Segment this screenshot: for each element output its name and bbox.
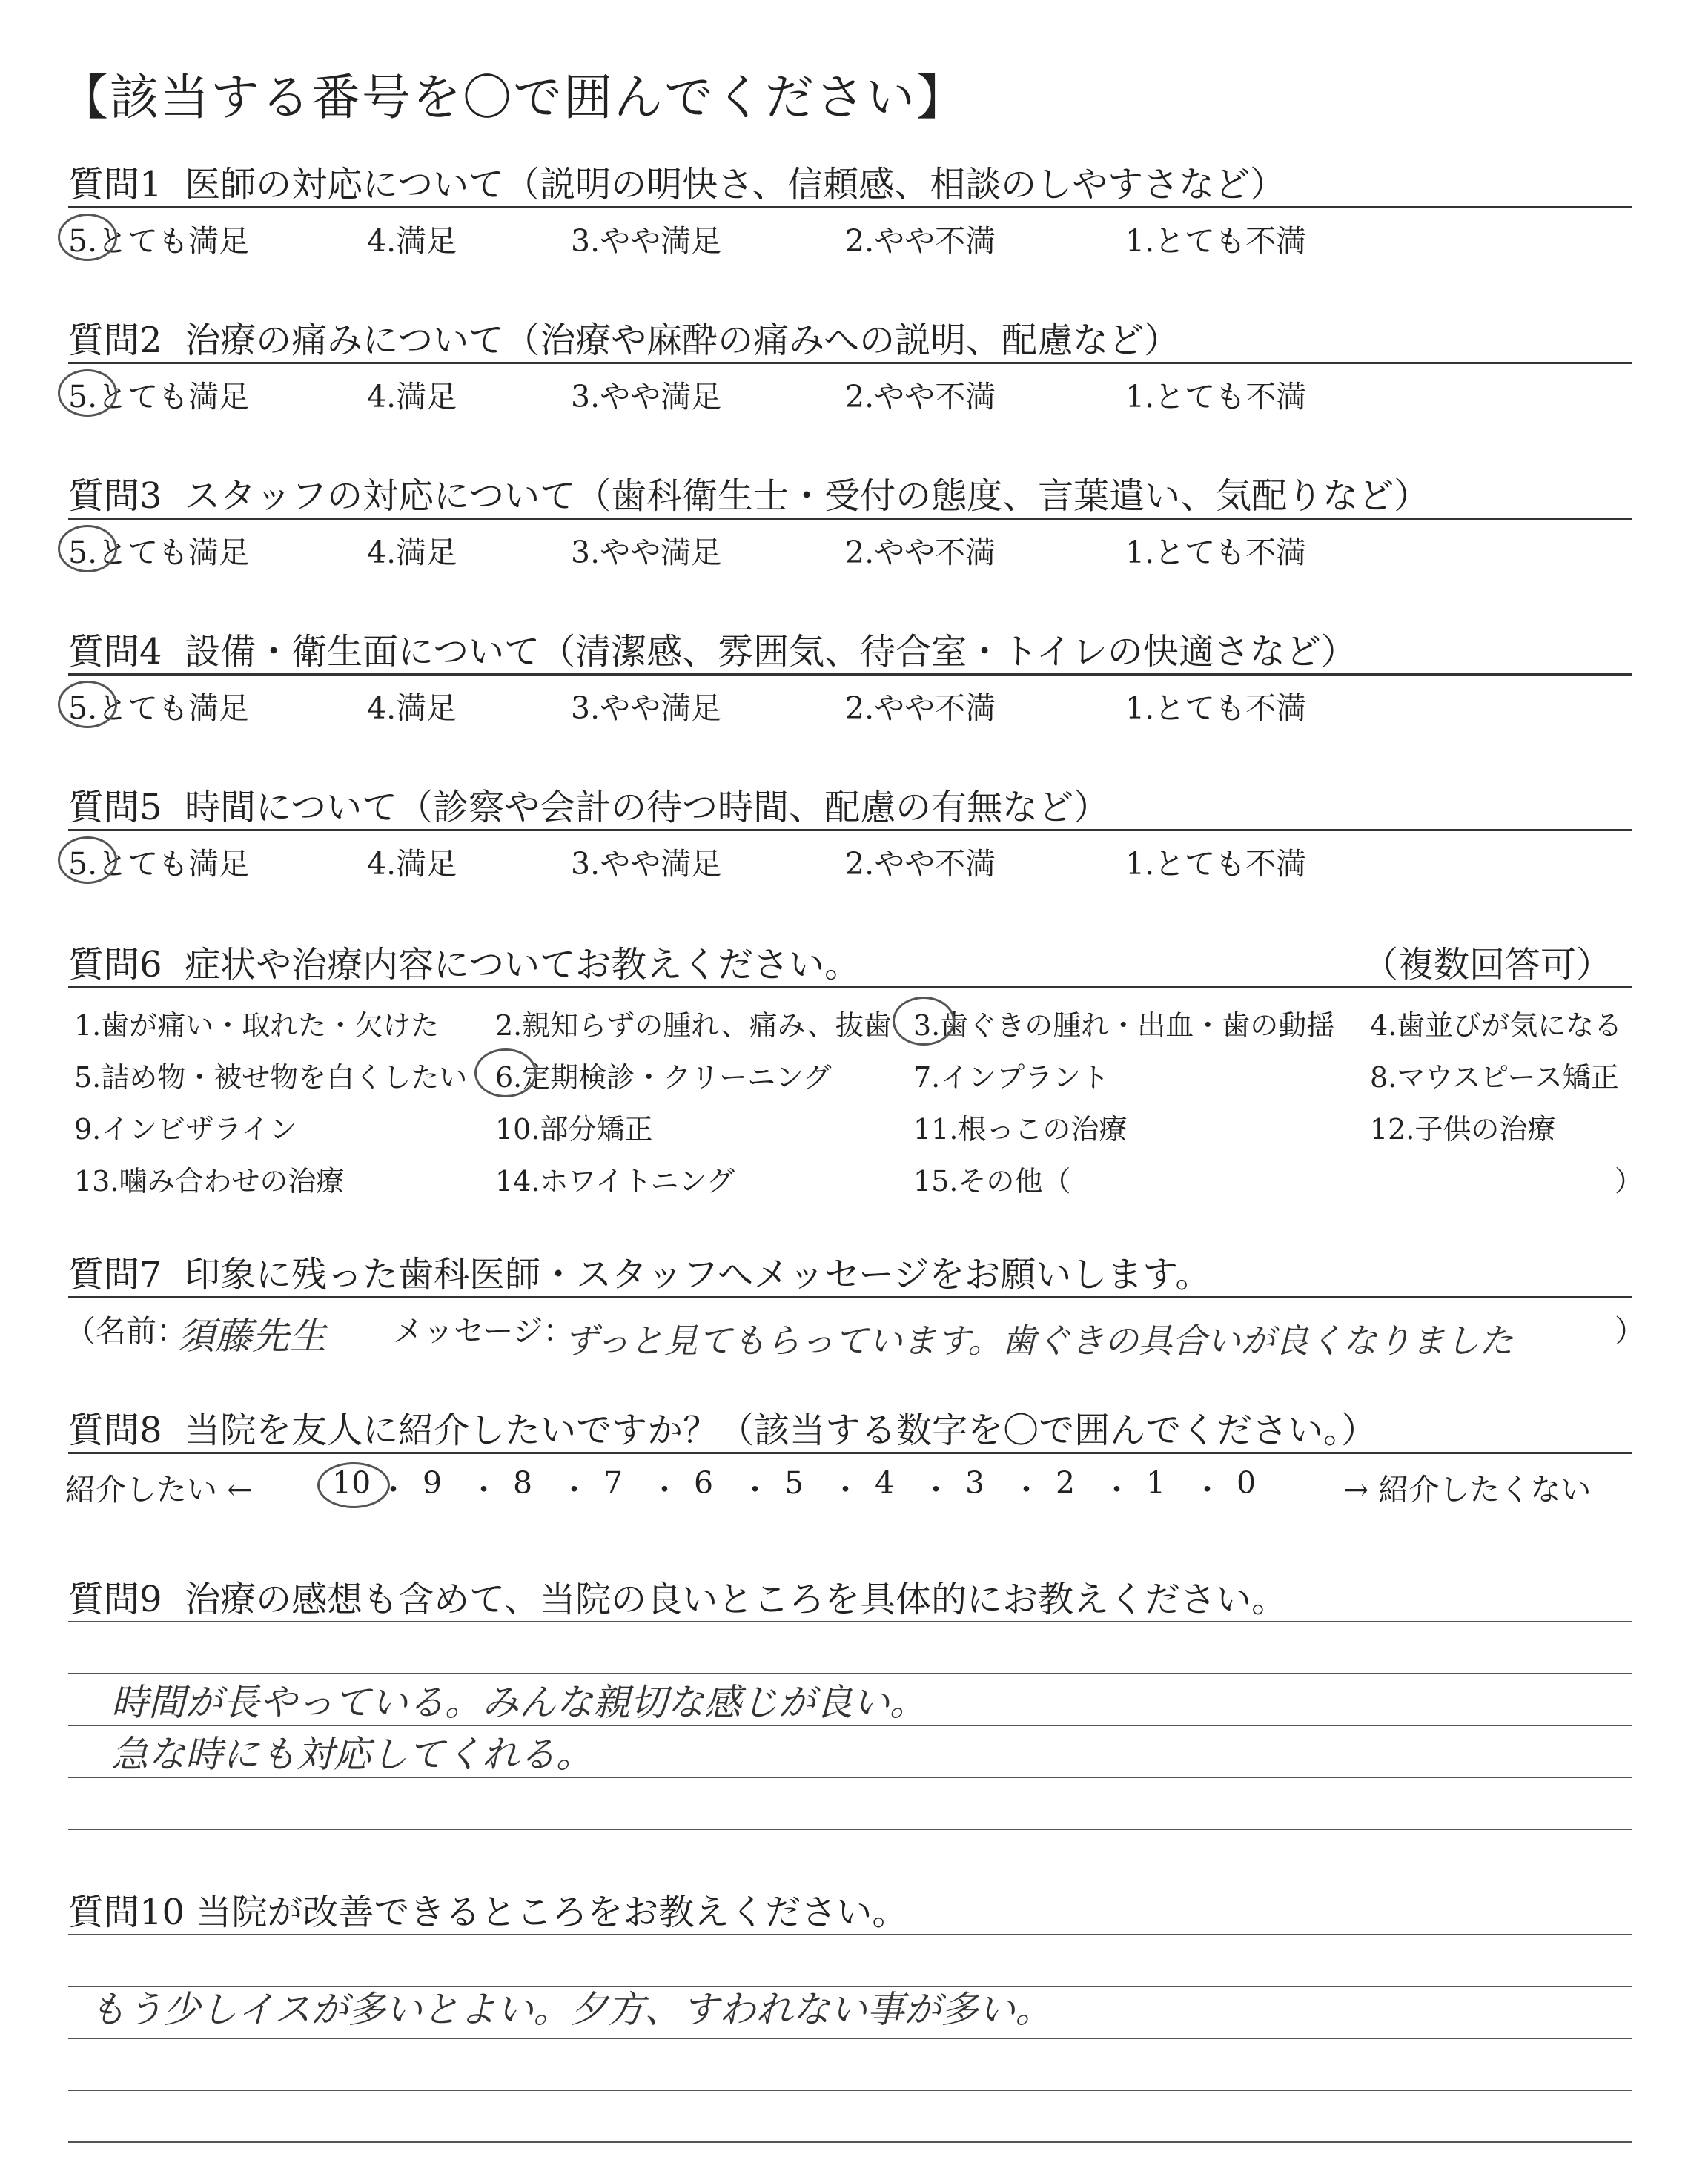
q5-option-4[interactable]: 4.満足 xyxy=(367,846,457,882)
q3-text: スタッフの対応について（歯科衛生士・受付の態度、言葉遣い、気配りなど） xyxy=(185,475,1430,517)
q10-answer-line-1: もう少しイスが多いとよい。夕方、すわれない事が多い。 xyxy=(89,1988,1053,2031)
q2-selection-circle xyxy=(58,369,117,417)
q6-rule xyxy=(68,986,1632,988)
q1-heading xyxy=(68,156,1285,207)
q6-option-8[interactable]: 8.マウスピース矯正 xyxy=(1370,1061,1619,1094)
q6-option-7[interactable]: 7.インプラント xyxy=(913,1061,1110,1094)
q6-selection-circle xyxy=(474,1048,537,1097)
q3-label: 質問3 xyxy=(68,475,162,517)
q8-scale-4[interactable]: 4 xyxy=(875,1465,895,1501)
q1-label: 質問1 xyxy=(68,164,162,205)
q3-option-2[interactable]: 2.やや不満 xyxy=(845,535,996,570)
q6-option-11[interactable]: 11.根っこの治療 xyxy=(913,1113,1128,1146)
q8-scale-separator: ・ xyxy=(1011,1472,1042,1507)
q6-other-close: ） xyxy=(1615,1165,1644,1198)
q6-option-3[interactable]: 3.歯ぐきの腫れ・出血・歯の動揺 xyxy=(913,1009,1335,1042)
q4-label: 質問4 xyxy=(68,631,162,673)
q8-scale-1[interactable]: 1 xyxy=(1146,1465,1166,1501)
q5-label: 質問5 xyxy=(68,787,162,828)
q6-heading xyxy=(68,936,860,987)
q8-scale-separator: ・ xyxy=(559,1472,589,1507)
q4-text: 設備・衛生面について（清潔感、雰囲気、待合室・トイレの快適さなど） xyxy=(185,631,1357,673)
q3-option-4[interactable]: 4.満足 xyxy=(367,535,457,570)
q4-heading xyxy=(68,623,1357,674)
q3-option-5[interactable]: 5.とても満足 xyxy=(68,535,250,570)
q7-name-value: 須藤先生 xyxy=(178,1315,326,1358)
q2-label: 質問2 xyxy=(68,320,162,361)
q10-line xyxy=(68,2141,1632,2143)
q4-option-5[interactable]: 5.とても満足 xyxy=(68,690,250,726)
q2-heading xyxy=(68,311,1179,363)
q6-option-15[interactable]: 15.その他（ xyxy=(913,1165,1071,1198)
q1-option-2[interactable]: 2.やや不満 xyxy=(845,223,996,259)
q5-heading xyxy=(68,779,1109,830)
q5-option-2[interactable]: 2.やや不満 xyxy=(845,846,996,882)
q2-option-1[interactable]: 1.とても不満 xyxy=(1125,379,1307,415)
q8-scale-separator: ・ xyxy=(921,1472,951,1507)
q8-scale-3[interactable]: 3 xyxy=(965,1465,985,1501)
q7-label: 質問7 xyxy=(68,1254,162,1295)
q3-heading xyxy=(68,467,1429,518)
q8-scale-separator: ・ xyxy=(378,1472,408,1507)
q9-text: 治療の感想も含めて、当院の良いところを具体的にお教えください。 xyxy=(185,1579,1288,1620)
q2-option-5[interactable]: 5.とても満足 xyxy=(68,379,250,415)
q4-option-4[interactable]: 4.満足 xyxy=(367,690,457,726)
q8-scale-separator: ・ xyxy=(469,1472,499,1507)
q5-rule xyxy=(68,829,1632,831)
q7-rule xyxy=(68,1296,1632,1298)
q2-option-2[interactable]: 2.やや不満 xyxy=(845,379,996,415)
q8-right-label: → 紹介したくない xyxy=(1343,1472,1592,1507)
q1-selection-circle xyxy=(58,214,117,261)
q9-answer-line-1: 時間が長やっている。みんな親切な感じが良い。 xyxy=(111,1681,927,1724)
q4-rule xyxy=(68,673,1632,676)
q8-rule xyxy=(68,1452,1632,1454)
q6-text: 症状や治療内容についてお教えください。 xyxy=(185,944,861,985)
q9-line xyxy=(68,1829,1632,1830)
q8-scale-separator: ・ xyxy=(830,1472,861,1507)
q8-heading xyxy=(68,1401,1377,1453)
q3-selection-circle xyxy=(58,525,117,572)
q6-option-4[interactable]: 4.歯並びが気になる xyxy=(1370,1009,1623,1042)
q8-scale-separator: ・ xyxy=(1102,1472,1132,1507)
q7-close: ） xyxy=(1615,1313,1645,1349)
q1-option-1[interactable]: 1.とても不満 xyxy=(1125,223,1307,259)
q1-rule xyxy=(68,206,1632,208)
q6-option-6[interactable]: 6.定期検診・クリーニング xyxy=(495,1061,832,1094)
q7-text: 印象に残った歯科医師・スタッフへメッセージをお願いします。 xyxy=(185,1254,1211,1295)
q4-option-3[interactable]: 3.やや満足 xyxy=(571,690,722,726)
form-title: 【該当する番号を〇で囲んでください】 xyxy=(59,69,967,126)
q1-text: 医師の対応について（説明の明快さ、信頼感、相談のしやすさなど） xyxy=(185,164,1286,205)
q6-option-14[interactable]: 14.ホワイトニング xyxy=(495,1165,735,1198)
q6-option-12[interactable]: 12.子供の治療 xyxy=(1370,1113,1556,1146)
q10-text: 当院が改善できるところをお教えください。 xyxy=(196,1892,908,1933)
q10-line xyxy=(68,1934,1632,1935)
q1-option-5[interactable]: 5.とても満足 xyxy=(68,223,250,259)
q5-option-5[interactable]: 5.とても満足 xyxy=(68,846,250,882)
q8-scale-6[interactable]: 6 xyxy=(694,1465,714,1501)
q6-option-13[interactable]: 13.噛み合わせの治療 xyxy=(74,1165,345,1198)
q5-option-1[interactable]: 1.とても不満 xyxy=(1125,846,1307,882)
q8-selection-circle xyxy=(317,1462,390,1508)
q8-scale-5[interactable]: 5 xyxy=(784,1465,804,1501)
q5-text: 時間について（診察や会計の待つ時間、配慮の有無など） xyxy=(185,787,1110,828)
q2-option-4[interactable]: 4.満足 xyxy=(367,379,457,415)
q2-text: 治療の痛みについて（治療や麻酔の痛みへの説明、配慮など） xyxy=(185,320,1180,361)
q6-option-9[interactable]: 9.インビザライン xyxy=(74,1113,298,1146)
q7-message-label: メッセージ： xyxy=(393,1313,574,1349)
q7-name-label: （名前： xyxy=(65,1313,187,1349)
q6-note: （複数回答可） xyxy=(1363,944,1612,985)
q8-scale-2[interactable]: 2 xyxy=(1056,1465,1076,1501)
q8-label: 質問8 xyxy=(68,1410,162,1451)
q6-option-2[interactable]: 2.親知らずの腫れ、痛み、抜歯 xyxy=(495,1009,892,1042)
q6-selection-circle xyxy=(893,997,955,1046)
q4-option-2[interactable]: 2.やや不満 xyxy=(845,690,996,726)
q8-scale-separator: ・ xyxy=(649,1472,680,1507)
q8-scale-8[interactable]: 8 xyxy=(513,1465,533,1501)
q8-scale-0[interactable]: 0 xyxy=(1237,1465,1257,1501)
q4-option-1[interactable]: 1.とても不満 xyxy=(1125,690,1307,726)
q10-label: 質問10 xyxy=(68,1892,185,1933)
q2-rule xyxy=(68,362,1632,364)
q8-scale-separator: ・ xyxy=(740,1472,770,1507)
q6-option-10[interactable]: 10.部分矯正 xyxy=(495,1113,653,1146)
q3-option-1[interactable]: 1.とても不満 xyxy=(1125,535,1307,570)
q9-heading xyxy=(68,1571,1287,1622)
q9-answer-line-2: 急な時にも対応してくれる。 xyxy=(111,1733,593,1776)
q6-option-5[interactable]: 5.詰め物・被せ物を白くしたい xyxy=(74,1061,468,1094)
q7-heading xyxy=(68,1246,1211,1297)
q5-option-3[interactable]: 3.やや満足 xyxy=(571,846,722,882)
q1-option-3[interactable]: 3.やや満足 xyxy=(571,223,722,259)
q4-selection-circle xyxy=(58,681,117,728)
q6-label: 質問6 xyxy=(68,944,162,985)
q1-option-4[interactable]: 4.満足 xyxy=(367,223,457,259)
q7-message-value: ずっと見てもらっています。歯ぐきの具合いが良くなりました xyxy=(563,1321,1514,1361)
q3-option-3[interactable]: 3.やや満足 xyxy=(571,535,722,570)
q10-heading xyxy=(68,1883,907,1935)
q8-scale-10[interactable]: 10 xyxy=(332,1465,371,1501)
q9-label: 質問9 xyxy=(68,1579,162,1620)
q6-option-1[interactable]: 1.歯が痛い・取れた・欠けた xyxy=(74,1009,440,1042)
q8-text: 当院を友人に紹介したいですか？（該当する数字を〇で囲んでください。） xyxy=(185,1410,1377,1451)
q10-line xyxy=(68,2090,1632,2091)
q2-option-3[interactable]: 3.やや満足 xyxy=(571,379,722,415)
q10-line xyxy=(68,2038,1632,2039)
q8-scale-separator: ・ xyxy=(1192,1472,1222,1507)
q9-line xyxy=(68,1621,1632,1622)
q8-left-label: 紹介したい ← xyxy=(65,1472,253,1507)
q3-rule xyxy=(68,518,1632,520)
q8-scale-9[interactable]: 9 xyxy=(423,1465,443,1501)
q5-selection-circle xyxy=(58,836,117,884)
q8-scale-7[interactable]: 7 xyxy=(603,1465,623,1501)
